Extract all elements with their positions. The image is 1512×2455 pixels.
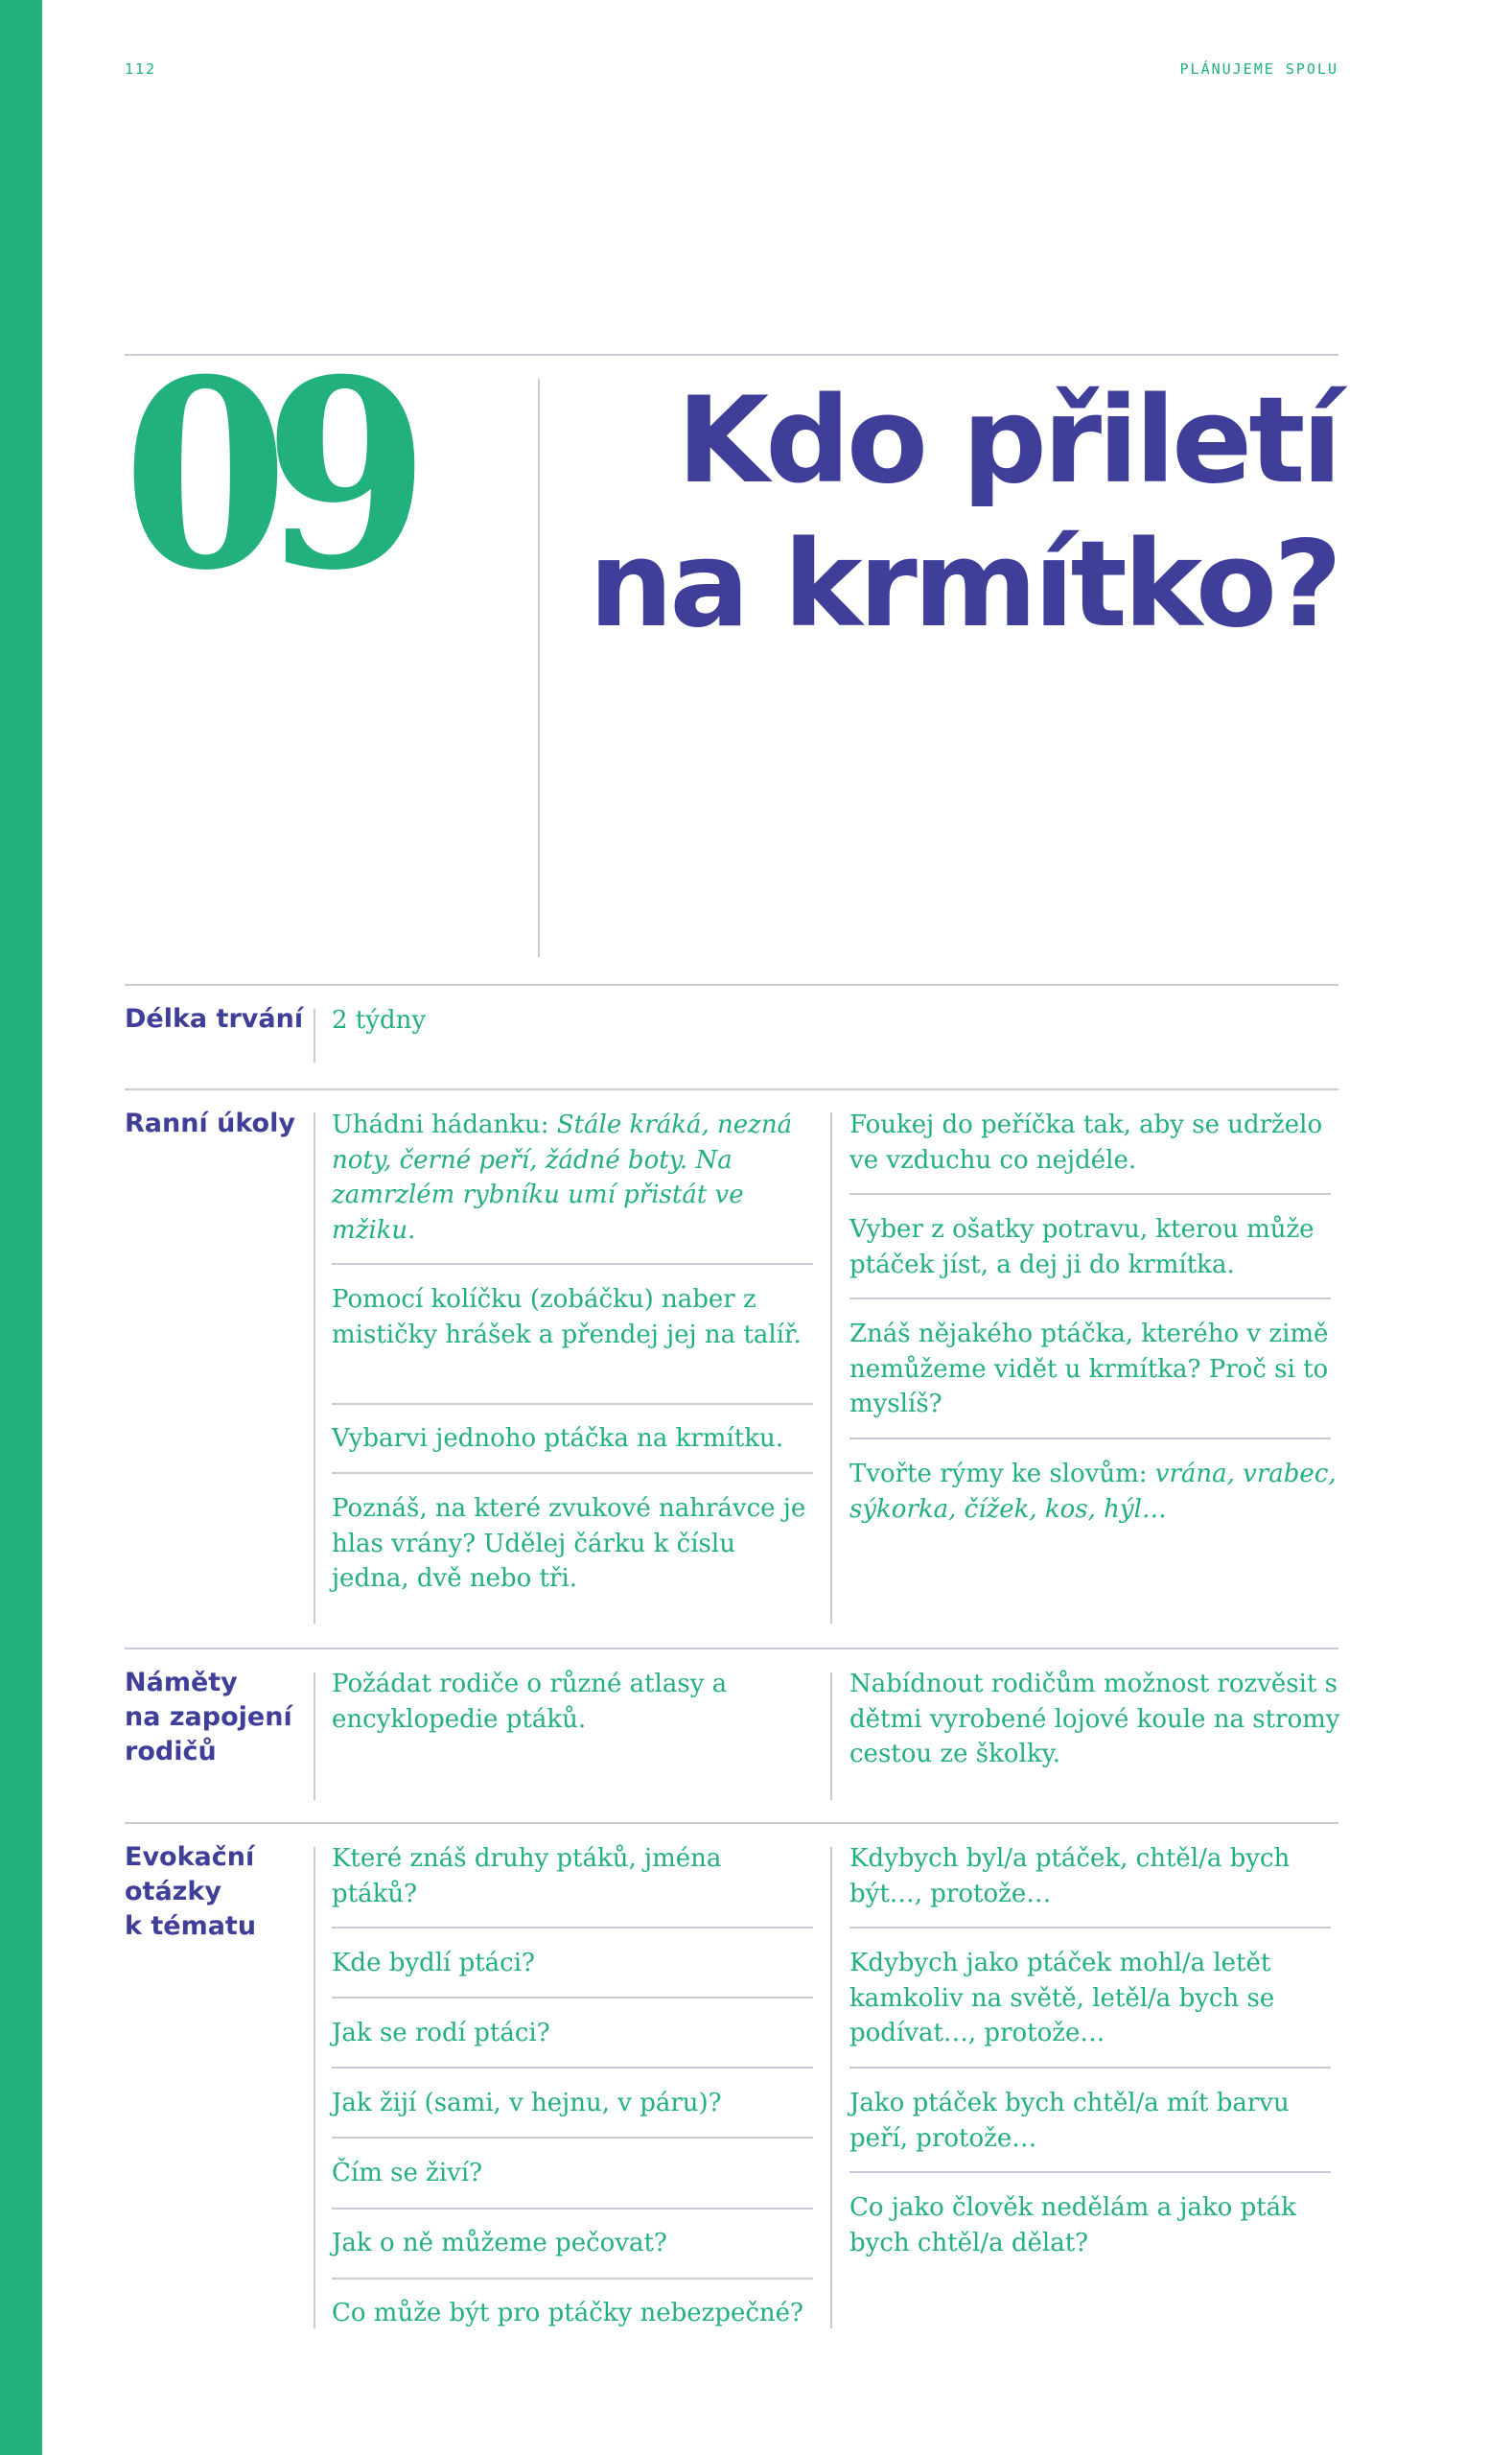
title-divider: [538, 379, 540, 957]
rhymes-prefix: Tvořte rýmy ke slovům:: [849, 1460, 1155, 1488]
question-feather-color: Jako ptáček bych chtěl/a mít barvu peří, protože…: [849, 2089, 1290, 2153]
question-fly-anywhere: Kdybych jako ptáček mohl/a letět kamkoliv na světě, letěl/a bych se podívat…, protože…: [849, 1949, 1275, 2047]
question-bird-species: Které znáš druhy ptáků, jména ptáků?: [332, 1844, 722, 1908]
cell-rule: [332, 2208, 813, 2210]
cell-rule: [332, 1472, 813, 1474]
question-care: Jak o ně můžeme pečovat?: [332, 2229, 667, 2257]
page-number: 112: [125, 60, 157, 78]
morning-rule: [125, 1088, 1338, 1090]
cell-rule: [849, 2171, 1331, 2173]
cell-rule: [849, 1193, 1331, 1195]
parents-label-line2: na zapojení: [125, 1702, 292, 1732]
question-danger: Co může být pro ptáčky nebezpečné?: [332, 2299, 803, 2327]
riddle-text: Stále kráká, nezná noty, černé peří, žádné boty. Na zamrzlém rybníku umí přistát ve mžiku.: [332, 1111, 793, 1245]
parents-label-line1: Náměty: [125, 1668, 238, 1697]
evocative-label-line3: k tématu: [125, 1911, 257, 1941]
morning-divider-left: [314, 1112, 315, 1624]
question-if-bird: Kdybych byl/a ptáček, chtěl/a bych být…, protože…: [849, 1844, 1291, 1908]
morning-label: Ranní úkoly: [125, 1109, 295, 1138]
parents-right: Nabídnout rodičům možnost rozvěsit s dětmi vyrobené lojové koule na stromy cestou ze školky.: [849, 1670, 1340, 1768]
parents-divider-left: [314, 1672, 315, 1800]
cell-rule: [332, 2067, 813, 2069]
question-where-live: Kde bydlí ptáci?: [332, 1949, 535, 1977]
evocative-divider-left: [314, 1847, 315, 2328]
parents-label: [125, 1666, 292, 1769]
cell-rule: [332, 2278, 813, 2280]
question-human-bird: Co jako člověk nedělám a jako pták bych chtěl/a dělat?: [849, 2193, 1296, 2257]
riddle-prefix: Uhádni hádanku:: [332, 1111, 557, 1139]
cell-rule: [849, 1298, 1331, 1299]
parents-left: Požádat rodiče o různé atlasy a encyklopedie ptáků.: [332, 1670, 728, 1734]
cell-rule: [332, 1927, 813, 1929]
duration-label: Délka trvání: [125, 1004, 304, 1034]
parents-label-line3: rodičů: [125, 1737, 217, 1766]
cell-rule: [332, 1263, 813, 1265]
question-food: Čím se živí?: [332, 2159, 483, 2187]
evocative-label-line2: otázky: [125, 1877, 221, 1906]
morning-task-rhymes: [849, 1457, 1348, 1527]
section-title: PLÁNUJEME SPOLU: [1179, 60, 1338, 78]
chapter-title: [589, 369, 1338, 657]
left-accent-bar: [0, 0, 42, 2455]
morning-divider-mid: [830, 1112, 832, 1624]
morning-task-coloring: Vybarvi jednoho ptáčka na krmítku.: [332, 1424, 783, 1453]
duration-rule: [125, 984, 1338, 986]
rhymes-words: vrána, vrabec, sýkorka, čížek, kos, hýl…: [849, 1460, 1337, 1524]
chapter-number: 09: [123, 322, 406, 627]
morning-task-sound: Poznáš, na které zvukové nahrávce je hlas vrány? Udělej čárku k číslu jedna, dvě nebo tři.: [332, 1494, 806, 1593]
cell-rule: [849, 1438, 1331, 1439]
evocative-label: [125, 1840, 256, 1944]
evocative-label-line1: Evokační: [125, 1842, 255, 1872]
morning-task-food: Vyber z ošatky potravu, kterou může ptáček jíst, a dej ji do krmítka.: [849, 1215, 1314, 1279]
chapter-title-line2: na krmítko?: [589, 516, 1338, 654]
evocative-rule: [125, 1822, 1338, 1824]
morning-task-peas: Pomocí kolíčku (zobáčku) naber z mističky hrášek a přendej jej na talíř.: [332, 1285, 802, 1349]
cell-rule: [332, 1997, 813, 1999]
cell-rule: [332, 1403, 813, 1405]
parents-divider-mid: [830, 1672, 832, 1800]
cell-rule: [332, 2137, 813, 2139]
question-born: Jak se rodí ptáci?: [332, 2019, 550, 2047]
cell-rule: [849, 2067, 1331, 2069]
parents-rule: [125, 1648, 1338, 1649]
morning-task-riddle: [332, 1108, 811, 1248]
question-how-live: Jak žijí (sami, v hejnu, v páru)?: [332, 2089, 722, 2117]
cell-rule: [849, 1927, 1331, 1929]
morning-task-feather: Foukej do peříčka tak, aby se udrželo ve vzduchu co nejdéle.: [849, 1111, 1323, 1175]
morning-task-winter: Znáš nějakého ptáčka, kterého v zimě nemůžeme vidět u krmítka? Proč si to myslíš?: [849, 1320, 1329, 1418]
duration-divider: [314, 1009, 315, 1063]
chapter-title-line1: Kdo přiletí: [676, 372, 1338, 510]
duration-value: 2 týdny: [332, 1006, 427, 1035]
evocative-divider-mid: [830, 1847, 832, 2328]
